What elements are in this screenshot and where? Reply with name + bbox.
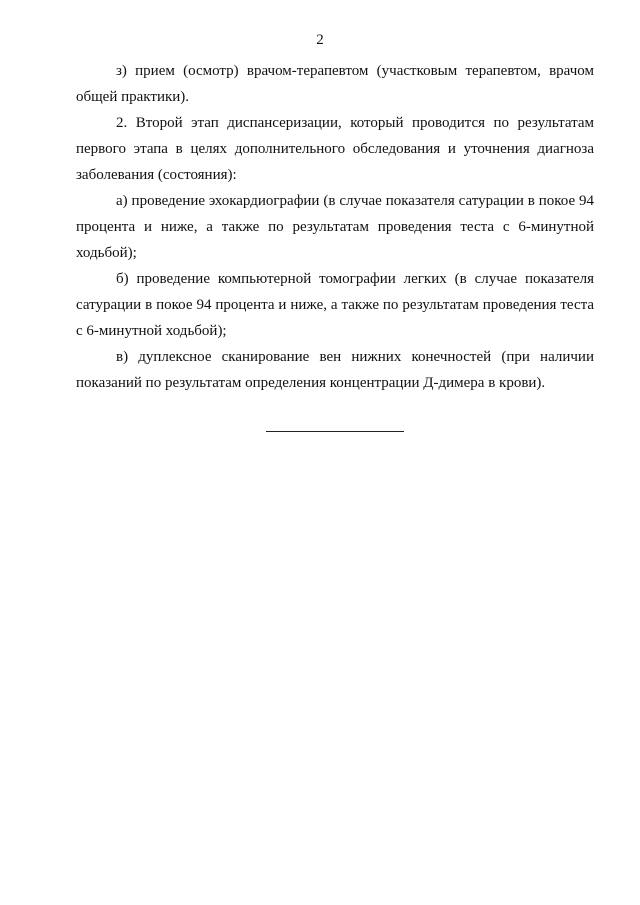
paragraph-item-v: в) дуплексное сканирование вен нижних конечностей (при наличии показаний по результатам определения концентрации Д-димера в крови). [76, 349, 594, 391]
paragraph-item-a: а) проведение эхокардиографии (в случае показателя сатурации в покое 94 процента и ниже, а также по результатам проведения теста с 6-минутной ходьбой); [76, 193, 594, 261]
paragraph-item-z: з) прием (осмотр) врачом-терапевтом (участковым терапевтом, врачом общей практики). [76, 63, 594, 105]
page-number: 2 [316, 32, 324, 48]
paragraph-second-stage: 2. Второй этап диспансеризации, который проводится по результатам первого этапа в целях дополнительного обследования и уточнения диагноза заболевания (состояния): [76, 115, 594, 183]
document-body [76, 58, 594, 396]
end-divider-line [266, 431, 404, 432]
paragraph-item-b: б) проведение компьютерной томографии легких (в случае показателя сатурации в покое 94 процента и ниже, а также по результатам проведения теста с 6-минутной ходьбой); [76, 271, 594, 339]
